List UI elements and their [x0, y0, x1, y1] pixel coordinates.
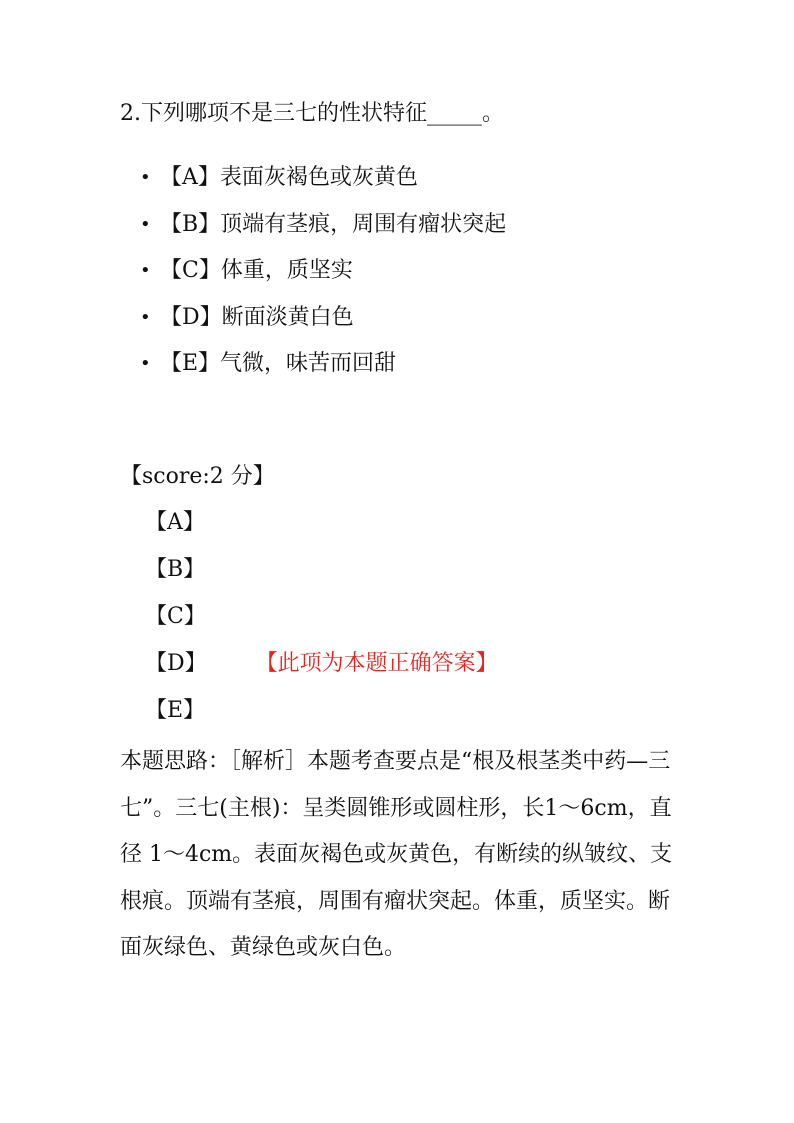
bullet-icon: • [140, 213, 151, 235]
option-label: 【E】气微，味苦而回甜 [160, 351, 397, 376]
answer-c [145, 601, 498, 648]
question-text: 2.下列哪项不是三七的性状特征_____。 [120, 101, 504, 126]
option-label: 【B】顶端有茎痕，周围有瘤状突起 [160, 211, 507, 237]
answer-label: 【E】 [145, 698, 206, 723]
bullet-icon: • [140, 167, 151, 188]
answer-label: 【A】 [145, 510, 205, 535]
bullet-icon: • [140, 353, 151, 374]
answer-e [145, 695, 498, 742]
answer-b [145, 554, 498, 601]
answer-a [145, 507, 498, 554]
bullet-icon: • [140, 260, 151, 281]
bullet-icon: • [140, 306, 151, 328]
analysis-text: 本题思路：［解析］本题考查要点是“根及根茎类中药—三七”。三七(主根)：呈类圆锥形或圆柱形，长1～6cm，直径 1～4cm。表面灰褐色或灰黄色，有断续的纵皱纹、支根痕。顶端有茎痕，周围有瘤状突起。体重，质坚实。断面灰绿色、黄绿色或灰白色。 [120, 749, 673, 960]
option-label: 【D】断面淡黄白色 [160, 304, 354, 330]
answer-list [145, 507, 498, 742]
option-c [140, 255, 506, 302]
option-e [140, 348, 506, 395]
option-b [140, 209, 506, 256]
score-label: 【score:2 分】 [120, 464, 275, 489]
option-d [140, 302, 506, 349]
option-label: 【A】表面灰褐色或灰黄色 [160, 165, 418, 190]
answer-label: 【B】 [145, 557, 206, 582]
option-label: 【C】体重，质坚实 [160, 258, 353, 283]
option-a [140, 162, 506, 209]
correct-answer-note: 【此项为本题正确答案】 [255, 651, 498, 676]
answer-label: 【D】 [145, 651, 207, 676]
option-list [140, 162, 506, 395]
answer-label: 【C】 [145, 604, 206, 629]
answer-d [145, 648, 498, 695]
